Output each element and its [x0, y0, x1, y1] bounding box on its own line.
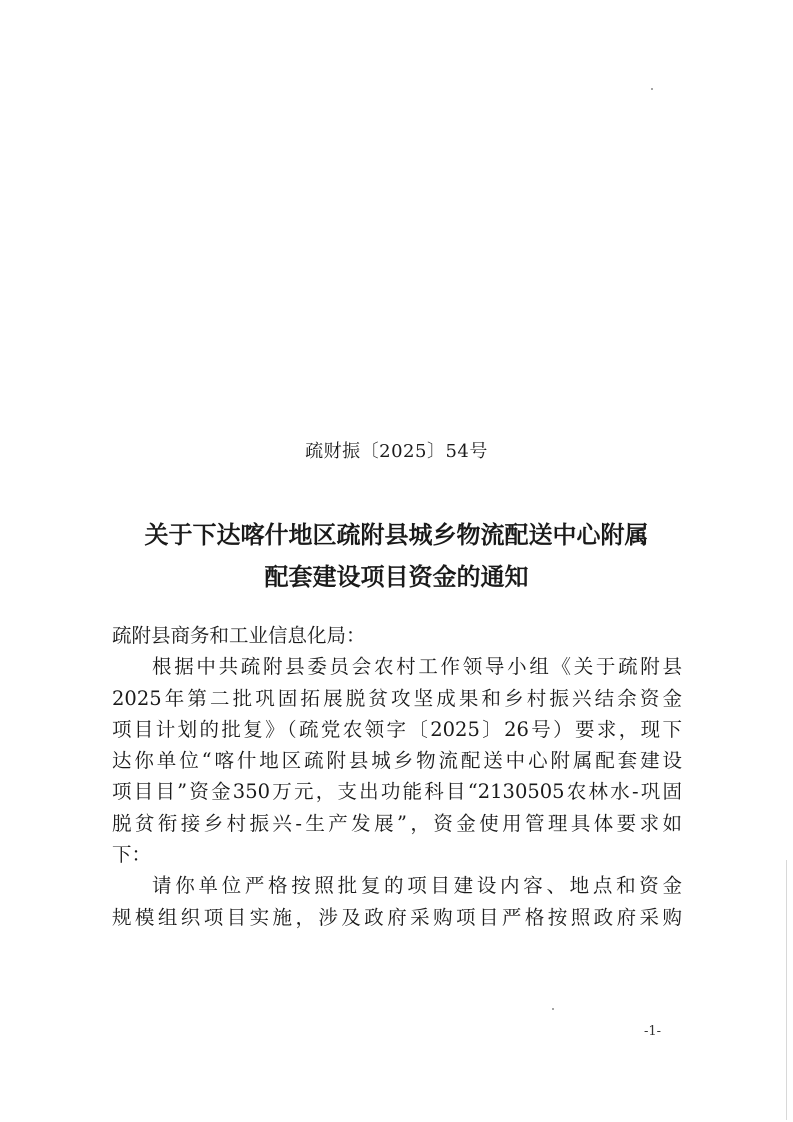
body-line: 项目计划的批复》（疏党农领字〔2025〕26号）要求，现下: [112, 717, 682, 741]
body-line: 项目目”资金350万元，支出功能科目“2130505农林水-巩固: [112, 780, 682, 804]
body-line: 2025年第二批巩固拓展脱贫攻坚成果和乡村振兴结余资金: [112, 686, 682, 710]
scan-artifact-dot: [552, 1008, 554, 1010]
body-line: 脱贫衔接乡村振兴-生产发展”，资金使用管理具体要求如: [112, 811, 682, 835]
document-title: [80, 514, 713, 598]
body-line: 达你单位“喀什地区疏附县城乡物流配送中心附属配套建设: [112, 749, 682, 773]
body-line: 请你单位严格按照批复的项目建设内容、地点和资金: [152, 874, 682, 898]
body-line: 下：: [112, 843, 152, 867]
scan-artifact-line: [786, 860, 787, 1120]
body-line: 根据中共疏附县委员会农村工作领导小组《关于疏附县: [152, 655, 682, 679]
document-body: [112, 620, 682, 933]
title-line-2: 配套建设项目资金的通知: [264, 563, 529, 591]
body-line: 规模组织项目实施，涉及政府采购项目严格按照政府采购: [112, 905, 682, 929]
document-number: 疏财振〔2025〕54号: [305, 441, 488, 462]
title-line-1: 关于下达喀什地区疏附县城乡物流配送中心附属: [144, 521, 649, 549]
scan-artifact-dot: [651, 88, 653, 90]
page-number: -1-: [643, 1024, 661, 1039]
addressee: 疏附县商务和工业信息化局：: [112, 624, 366, 647]
